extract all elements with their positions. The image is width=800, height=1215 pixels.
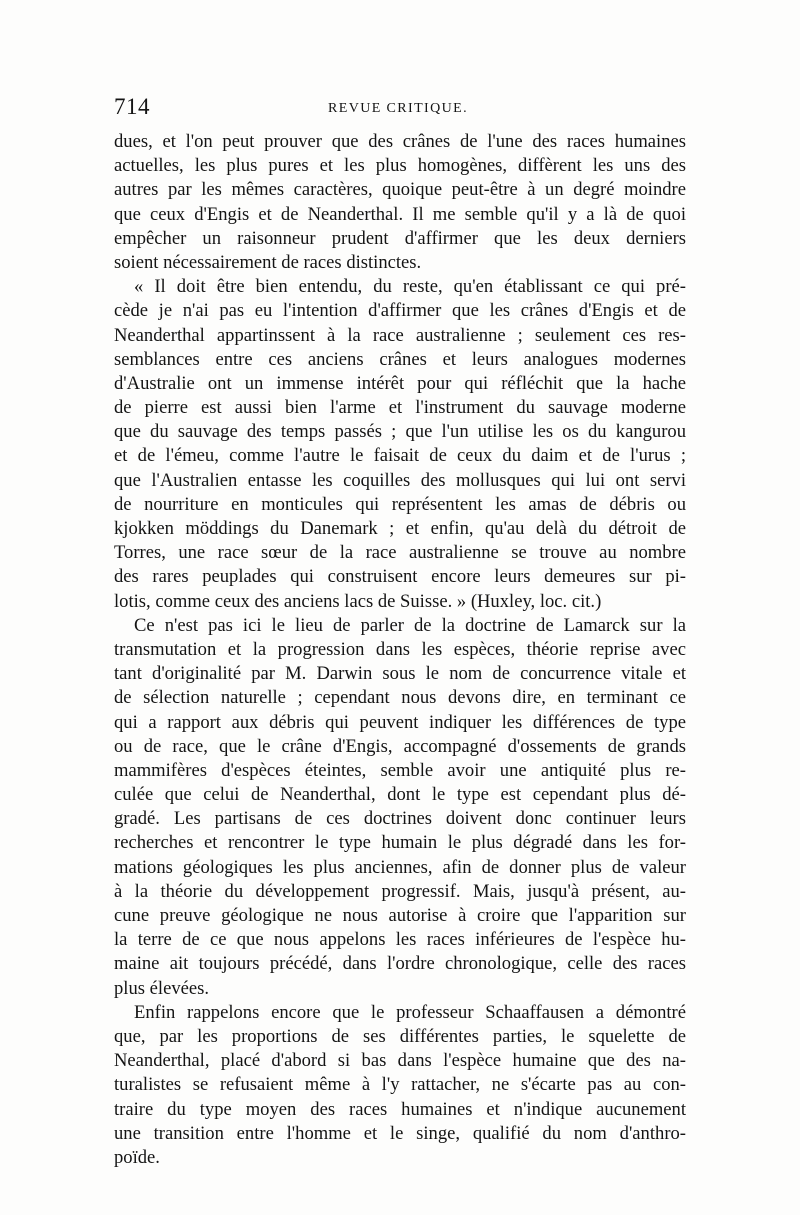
text-line: transmutation et la progression dans les espèces, théorie reprise avec bbox=[114, 638, 686, 660]
text-line: turalistes se refusaient même à l'y rattacher, ne s'écarte pas au con- bbox=[114, 1074, 686, 1096]
text-line: culée que celui de Neanderthal, dont le type est cependant plus dé- bbox=[114, 784, 686, 806]
text-line: la terre de ce que nous appelons les races inférieures de l'espèce hu- bbox=[114, 929, 686, 951]
text-line: de nourriture en monticules qui représentent les amas de débris ou bbox=[114, 493, 686, 515]
body-text bbox=[114, 130, 686, 1170]
text-line: maine ait toujours précédé, dans l'ordre chronologique, celle des races bbox=[114, 953, 686, 975]
text-line: plus élevées. bbox=[114, 977, 210, 999]
text-line: de sélection naturelle ; cependant nous devons dire, en terminant ce bbox=[114, 687, 686, 709]
text-line: traire du type moyen des races humaines et n'indique aucunement bbox=[114, 1098, 686, 1120]
page-number: 714 bbox=[114, 94, 150, 119]
text-line: semblances entre ces anciens crânes et leurs analogues modernes bbox=[114, 348, 686, 370]
text-line: poïde. bbox=[114, 1146, 160, 1168]
text-line: d'Australie ont un immense intérêt pour qui réfléchit que la hache bbox=[114, 372, 686, 394]
text-line: dues, et l'on peut prouver que des crânes de l'une des races humaines bbox=[114, 131, 686, 152]
text-line: cune preuve géologique ne nous autorise à croire que l'apparition sur bbox=[114, 905, 686, 926]
text-line: kjokken möddings du Danemark ; et enfin, qu'au delà du détroit de bbox=[114, 518, 686, 539]
text-line: actuelles, les plus pures et les plus homogènes, diffèrent les uns des bbox=[114, 155, 686, 177]
text-line: recherches et rencontrer le type humain le plus dégradé dans les for- bbox=[114, 832, 686, 854]
text-line: Torres, une race sœur de la race australienne se trouve au nombre bbox=[114, 542, 686, 564]
page-header bbox=[114, 94, 684, 122]
text-line: qui a rapport aux débris qui peuvent indiquer les différences de type bbox=[114, 711, 686, 733]
text-line: que du sauvage des temps passés ; que l'un utilise les os du kangurou bbox=[114, 421, 686, 443]
text-line: « Il doit être bien entendu, du reste, qu'en établissant ce qui pré- bbox=[134, 276, 686, 298]
running-head: REVUE CRITIQUE. bbox=[328, 101, 468, 116]
text-line: mations géologiques les plus anciennes, afin de donner plus de valeur bbox=[114, 856, 686, 878]
text-line: de pierre est aussi bien l'arme et l'instrument du sauvage moderne bbox=[114, 397, 686, 419]
text-line: gradé. Les partisans de ces doctrines doivent donc continuer leurs bbox=[114, 808, 686, 830]
text-line: mammifères d'espèces éteintes, semble avoir une antiquité plus re- bbox=[114, 759, 686, 781]
text-line: tant d'originalité par M. Darwin sous le nom de concurrence vitale et bbox=[114, 663, 686, 685]
text-line: empêcher un raisonneur prudent d'affirmer que les deux derniers bbox=[114, 227, 686, 249]
text-line: à la théorie du développement progressif. Mais, jusqu'à présent, au- bbox=[114, 880, 686, 902]
text-line: lotis, comme ceux des anciens lacs de Suisse. » (Huxley, loc. cit.) bbox=[114, 590, 602, 612]
text-line: Ce n'est pas ici le lieu de parler de la doctrine de Lamarck sur la bbox=[134, 614, 686, 636]
text-line: ou de race, que le crâne d'Engis, accompagné d'ossements de grands bbox=[114, 735, 686, 757]
text-line: et de l'émeu, comme l'autre le faisait de ceux du daim et de l'urus ; bbox=[114, 445, 686, 467]
text-line: autres par les mêmes caractères, quoique peut-être à un degré moindre bbox=[114, 179, 686, 201]
text-line: que ceux d'Engis et de Neanderthal. Il me semble qu'il y a là de quoi bbox=[114, 203, 686, 225]
text-line: que l'Australien entasse les coquilles des mollusques qui lui ont servi bbox=[114, 469, 686, 491]
text-line: des rares peuplades qui construisent encore leurs demeures sur pi- bbox=[114, 566, 686, 588]
text-line: que, par les proportions de ses différentes parties, le squelette de bbox=[114, 1025, 686, 1047]
text-line: Neanderthal appartinssent à la race australienne ; seulement ces res- bbox=[114, 324, 686, 346]
text-line: Neanderthal, placé d'abord si bas dans l'espèce humaine que des na- bbox=[114, 1050, 686, 1072]
text-line: cède je n'ai pas eu l'intention d'affirmer que les crânes d'Engis et de bbox=[114, 300, 686, 322]
text-line: soient nécessairement de races distinctes. bbox=[114, 251, 422, 273]
text-line: Enfin rappelons encore que le professeur Schaaffausen a démontré bbox=[134, 1001, 686, 1023]
text-line: une transition entre l'homme et le singe, qualifié du nom d'anthro- bbox=[114, 1122, 686, 1144]
